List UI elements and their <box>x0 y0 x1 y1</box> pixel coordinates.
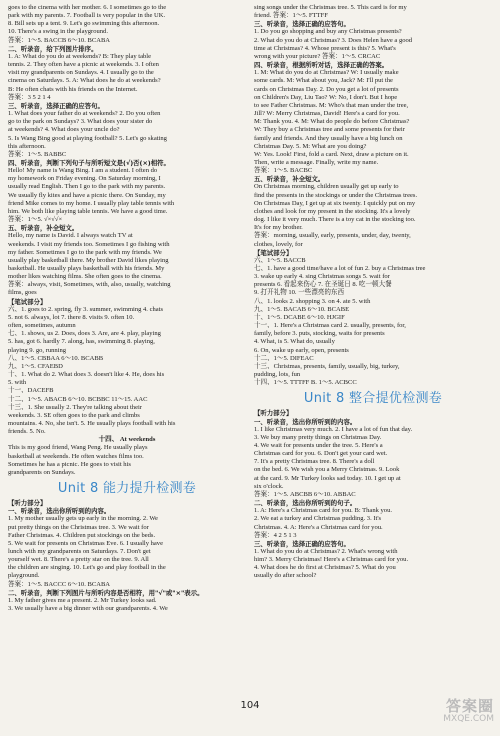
text-line: find the presents in the stockings or under the Christmas trees. <box>254 191 418 199</box>
text-line: visit my grandparents on Sundays. 4. I usually go to the <box>8 69 154 77</box>
text-line: 6. On, wake up early, open, presents <box>254 346 349 354</box>
text-line: family and friends. And they usually have a big lunch on <box>254 134 403 142</box>
text-line: 3. wake up early 4. sing Christmas songs 5. wait for <box>254 273 390 281</box>
text-line: 十三、1. She usually 2. They're talking about their <box>8 403 142 411</box>
text-line: my father. Sometimes I go to the park with my friends. We <box>8 248 162 256</box>
section-heading: 三、听录音，选择正确的应答句。 <box>254 20 350 29</box>
section-heading: 【听力部分】 <box>8 499 47 508</box>
section-heading: 三、听录音，选择正确的应答句。 <box>8 101 104 110</box>
text-line: 十二、1～5. DIFEAC <box>254 354 314 362</box>
text-line: mountains. 4. No, she isn't. 5. He usually plays football with his <box>8 419 176 427</box>
text-line: dog. I like it very much. There is a toy cat in the stocking too. <box>254 216 416 224</box>
text-line: We usually fly kites and have a picnic there. On Sunday, my <box>8 191 166 199</box>
text-line: 答案：1～5. ABCBB 6～10. ABBAC <box>254 490 356 498</box>
text-line: 答案：3 5 2 1 4 <box>8 93 51 101</box>
text-line: 5. with <box>8 379 27 387</box>
text-line: mother likes watching films. She often goes to the cinema. <box>8 273 162 281</box>
text-line: M: Thank you. 4. M: What do people do before Christmas? <box>254 118 410 126</box>
text-line: This is my good friend, Wang Peng. He usually plays <box>8 444 148 452</box>
text-line: 1. What do you do at Christmas? 2. What's wrong with <box>254 548 398 555</box>
text-line: the children are singing. 10. Let's go and play football in the <box>8 564 166 572</box>
text-line: On Christmas morning, children usually get up early to <box>254 183 399 191</box>
text-line: 八、1～5. CBBAA 6～10. BCABB <box>8 354 104 362</box>
text-line: 5. has, got 6. hardly 7. along, has, swimming 8. playing, <box>8 338 155 346</box>
text-line: grandparents on Sundays. <box>8 468 76 476</box>
text-line: on the bed. 6. We wish you a Merry Christmas. 9. Look <box>254 466 400 474</box>
essay-title: 十四、 At weekends <box>98 436 156 444</box>
text-line: Christmas card for you. 6. Don't get your card wet. <box>254 450 388 458</box>
text-line: 4. We wait for presents under the tree. 5. Here's a <box>254 441 383 449</box>
text-line: usually read English. Then I go to the park with my parents. <box>8 183 166 191</box>
text-line: 2. We eat a turkey and Christmas pudding. 3. It's <box>254 515 382 523</box>
watermark-logo <box>430 692 494 730</box>
text-line: 十三、Christmas, presents, family, usually, big, turkey, <box>254 362 400 370</box>
text-line: lunch with my grandparents on Saturdays. 7. Don't get <box>8 548 151 555</box>
text-line: 1. I like Christmas very much. 2. I have a lot of fun that day. <box>254 425 413 433</box>
watermark-url: MXQE.COM <box>443 713 494 724</box>
text-line: at weekends? 4. What does your uncle do? <box>8 126 120 134</box>
text-line: Jill? W: Merry Christmas, David! Here's a card for you. <box>254 110 400 118</box>
section-heading: 二、听录音，选出你所听到的句子。 <box>254 499 357 508</box>
text-line: 十、1～5. DCABE 6～10. HJGIF <box>254 313 345 321</box>
text-line: 十一、DACEFB <box>8 387 54 395</box>
text-line: weekends. I visit my friends too. Sometimes I go fishing with <box>8 240 170 248</box>
section-heading: 四、听录音，根据所听对话，选择正确的答案。 <box>254 61 389 70</box>
text-line: presents 6. 看起来伤心 7. 在圣诞日 8. 吃一顿大餐 <box>254 281 392 289</box>
text-line: on Children's Day, Liu Tao? W: No, I don't. But I hope <box>254 93 398 101</box>
text-line: basketball at weekends. He often watches films too. <box>8 452 144 460</box>
text-line: 九、1～5. BACAB 6～10. BCABE <box>254 305 350 313</box>
text-line: 九、1～5. CFAEBD <box>8 362 63 370</box>
text-line: this afternoon. <box>8 142 46 150</box>
text-line: 答案：1～5. BACBC <box>254 167 313 175</box>
text-line: wrong with your picture? 答案：1～5. CRCAC <box>254 52 381 60</box>
text-line: 十二、1～5. ABACB 6～10. BCBBC 11～15. AAC <box>8 395 148 403</box>
text-line: to see Father Christmas. M: Who's that man under the tree, <box>254 101 409 109</box>
text-line: 1. A: Here's a Christmas card for you. B: Thank you. <box>254 507 392 515</box>
text-line: basketball. He usually plays basketball with his friends. My <box>8 265 165 272</box>
text-line: family, before 3. puts, stocking, waits for presents <box>254 330 385 338</box>
text-line: 4. What, is 5. What do, usually <box>254 338 335 346</box>
text-line: B: He often chats with his friends on the Internet. <box>8 85 138 93</box>
text-line: 8. Bill sets up a tent. 9. Let's go swimming this afternoon. <box>8 20 160 28</box>
text-line: Sometimes he has a picnic. He goes to visit his <box>8 460 131 468</box>
text-line: friend. 答案：1～5. FTTFF <box>254 12 328 20</box>
section-heading: 【笔试部分】 <box>254 248 293 257</box>
text-line: go to the park on Sundays? 3. What does your sister do <box>8 118 153 126</box>
text-line: W: Yes. Look! First, fold a card. Next, draw a picture on it. <box>254 150 409 158</box>
section-heading: 五、听录音，补全短文。 <box>8 224 79 233</box>
text-line: usually play basketball there. My brother David likes playing <box>8 256 169 264</box>
text-line: Hello! My name is Wang Bing. I am a student. I often do <box>8 167 158 175</box>
text-line: pudding, lots, fun <box>254 371 301 379</box>
text-line: some cards. M: What about you, Jack? M: I'll put the <box>254 77 393 85</box>
text-line: 答案：1～5. √×√√× <box>8 216 63 224</box>
text-line: cards on Christmas Day. 2. Do you get a lot of presents <box>254 85 399 93</box>
text-line: 3. We usually have a big dinner with our grandparents. 4. We <box>8 605 168 613</box>
text-line: Father Christmas. 4. Children put stockings on the beds. <box>8 531 156 539</box>
text-line: 1. A: What do you do at weekends? B: They play table <box>8 52 152 60</box>
section-heading: 一、听录音，选出你所听到的内容。 <box>254 417 357 426</box>
section-heading: 【听力部分】 <box>254 409 293 418</box>
text-line: 1. M: What do you do at Christmas? W: I usually make <box>254 69 399 77</box>
text-line: 答案：4 2 5 1 3 <box>254 531 297 539</box>
text-line: 3. We buy many pretty things on Christmas Day. <box>254 433 382 441</box>
text-line: him. We both like playing table tennis. We have a good time. <box>8 207 168 215</box>
text-line: 十一、1. Here's a Christmas card 2. usually, presents, for, <box>254 322 406 330</box>
section-heading: 四、听录音，判断下列句子与所听短文是(√)否(×)相符。 <box>8 158 170 167</box>
text-line: 答案：morning, usually, early, presents, under, day, twenty, <box>254 232 411 240</box>
text-line: time at Christmas? 4. Whose present is this? 5. What's <box>254 44 396 52</box>
text-line: On Christmas Day, I get up at six twenty. I quickly put on my <box>254 199 416 207</box>
text-line: friends. 5. No. <box>8 428 46 436</box>
section-heading: 五、听录音，补全短文。 <box>254 175 325 184</box>
text-line: Christmas. 4. A: Here's a Christmas card for you. <box>254 523 383 531</box>
text-line: 七、1. have a good time/have a lot of fun 2. buy a Christmas tree <box>254 265 426 272</box>
text-line: 答案：always, visit, Sometimes, with, also, usually, watching <box>8 281 171 289</box>
text-line: cinema on Saturdays. 5. A: What does he do at weekends? <box>8 77 161 85</box>
text-line: tennis. 2. They often have a picnic at weekends. 3. I often <box>8 61 159 69</box>
section-heading: 二、听录音，判断下列图片与所听内容是否相符，用"√"或"×"表示。 <box>8 588 204 597</box>
text-line: 答案：1～5. BACCB 6～10. BCABA <box>8 36 111 44</box>
text-line: 5. Is Wang Bing good at playing football? 5. Let's go skating <box>8 134 167 142</box>
watermark-logo-text: 答案圈 <box>445 696 494 715</box>
text-line: him? 3. Merry Christmas! Here's a Christmas card for you. <box>254 556 409 564</box>
section-heading: 三、听录音，选择正确的应答句。 <box>254 539 350 548</box>
text-line: films, goes <box>8 289 37 297</box>
text-line: 十四、1～5. TTTFF B. 1～5. ACBCC <box>254 379 357 387</box>
text-line: W: They buy a Christmas tree and some presents for their <box>254 126 405 134</box>
text-line: 1. Do you go shopping and buy any Christmas presents? <box>254 28 402 36</box>
text-line: 10. There's a swing in the playground. <box>8 28 108 36</box>
text-line: 7. It's a pretty Christmas tree. 8. There's a doll <box>254 458 375 466</box>
text-line: friend Mike comes to my home. I usually play table tennis with <box>8 199 175 207</box>
left-column <box>8 4 246 700</box>
text-line: playing 9. go, running <box>8 346 67 354</box>
text-line: usually do after school? <box>254 572 317 580</box>
text-line: 六、1～5. BACCB <box>254 256 306 264</box>
unit-title: Unit 8 能力提升检测卷 <box>57 481 197 497</box>
text-line: Hello, my name is David. I always watch TV at <box>8 232 133 240</box>
text-line: at the card. 9. Mr Turkey looks sad today. 10. I get up at <box>254 474 401 482</box>
text-line: yourself wet. 8. There's a pretty star on the tree. 9. All <box>8 556 149 564</box>
right-column <box>254 4 492 700</box>
text-line: 答案：1～5. BABBC <box>8 150 67 158</box>
text-line: 9. 打开礼物 10. 一些漂亮的东西 <box>254 289 345 297</box>
text-line: 1. What does your father do at weekends? 2. Do you often <box>8 110 161 118</box>
text-line: 5. We wait for presents on Christmas Eve. 6. I usually have <box>8 539 163 547</box>
text-line: Christmas Day. 5. M: What are you doing? <box>254 142 367 150</box>
text-line: 5. not 6. always, lot 7. there 8. visits 9. often 10. <box>8 313 135 321</box>
section-heading: 二、听录音，给下列图片排序。 <box>8 44 98 53</box>
unit-title: Unit 8 整合提优检测卷 <box>303 391 443 407</box>
text-line: often, sometimes, autumn <box>8 322 76 330</box>
text-line: clothes and look for my present in the stocking. It's a lovely <box>254 207 411 215</box>
text-line: Then, write a message. Finally, write my name. <box>254 158 379 166</box>
text-line: my homework on Friday evening. On Saturday morning, I <box>8 175 161 183</box>
section-heading: 一、听录音，选出你所听到的内容。 <box>8 507 111 516</box>
text-line: weekends. 3. SE often goes to the park and climbs <box>8 411 140 419</box>
text-line: 七、1. shows, us 2. Does, does 3. Are, are 4. play, playing <box>8 330 161 338</box>
text-line: 4. What does he do first at Christmas? 5. What do you <box>254 564 396 572</box>
text-line: 1. My father gives me a present. 2. Mr Turkey looks sad. <box>8 596 157 604</box>
text-line: 答案：1～5. BACCC 6～10. BCABA <box>8 580 111 588</box>
text-line: goes to the cinema with her mother. 6. I sometimes go to the <box>8 4 167 11</box>
text-line: 十、1. What do 2. What does 3. doesn't like 4. He, does his <box>8 371 165 379</box>
text-line: playground. <box>8 572 40 580</box>
page-number: 104 <box>240 700 260 711</box>
text-line: park with my parents. 7. Football is very popular in the UK. <box>8 12 166 20</box>
text-line: 1. My mother usually gets up early in the morning. 2. We <box>8 515 158 523</box>
text-line: six o'clock. <box>254 482 284 490</box>
text-line: It's for my brother. <box>254 224 303 232</box>
columns <box>8 4 492 700</box>
text-line: put pretty things on the Christmas tree. 3. We wait for <box>8 523 149 531</box>
text-line: clothes, lovely, for <box>254 240 303 248</box>
text-line: 八、1. looks 2. shopping 3. on 4. ate 5. with <box>254 297 371 305</box>
text-line: sing songs under the Christmas tree. 5. This card is for my <box>254 4 407 11</box>
text-line: 六、1. goes to 2. spring, fly 3. summer, swimming 4. chats <box>8 305 164 313</box>
text-line: 2. What do you do at Christmas? 3. Does Helen have a good <box>254 36 413 44</box>
section-heading: 【笔试部分】 <box>8 297 47 306</box>
